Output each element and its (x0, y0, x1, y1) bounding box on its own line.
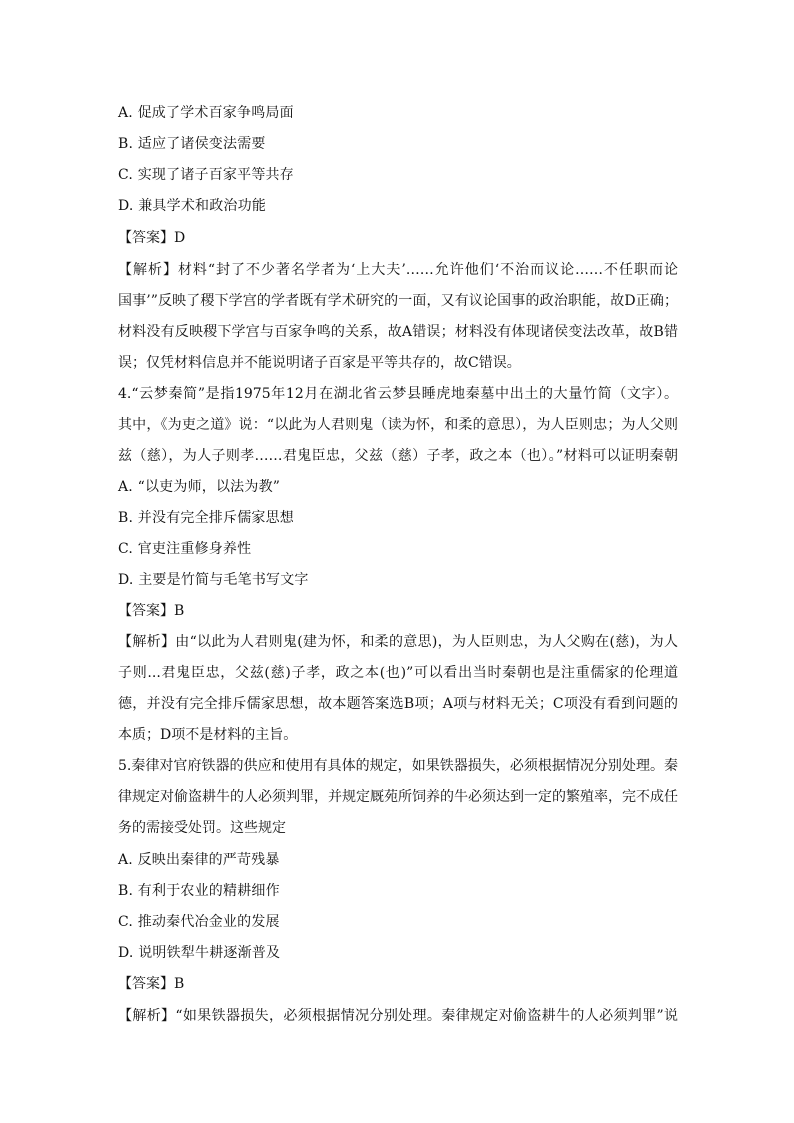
q5-option-d: D. 说明铁犁牛耕逐渐普及 (118, 945, 281, 961)
q4-stem-line: 兹（慈），为人子则孝……君鬼臣忠，父兹（慈）子孝，政之本（也）。”材料可以证明秦朝 (118, 448, 678, 464)
q3-analysis-line: 【解析】材料“封了不少著名学者为‘上大夫’……允许他们‘不治而议论……不任职而论 (118, 262, 678, 278)
q4-option-a: A. “以吏为师，以法为教” (118, 479, 281, 495)
q4-answer: 【答案】B (118, 603, 185, 619)
q5-option-a: A. 反映出秦律的严苛残暴 (118, 852, 280, 868)
q4-analysis-line: 子则...君鬼臣忠，父兹(慈)子孝，政之本(也)”可以看出当时秦朝也是注重儒家的伦理道 (118, 665, 678, 681)
q3-analysis-line: 国事’”反映了稷下学宫的学者既有学术研究的一面，又有议论国事的政治职能，故D正确； (118, 293, 678, 309)
q5-option-b: B. 有利于农业的精耕细作 (118, 883, 280, 899)
q4-analysis-line: 德，并没有完全排斥儒家思想，故本题答案选B项；A项与材料无关；C项没有看到问题的 (118, 696, 678, 712)
q4-stem-line: 其中，《为吏之道》说：“以此为人君则鬼（读为怀，和柔的意思），为人臣则忠；为人父则 (118, 417, 678, 433)
q4-option-b: B. 并没有完全排斥儒家思想 (118, 510, 294, 526)
q5-answer: 【答案】B (118, 976, 185, 992)
q4-option-d: D. 主要是竹简与毛笔书写文字 (118, 572, 309, 588)
q5-stem-line: 5.秦律对官府铁器的供应和使用有具体的规定，如果铁器损失，必须根据情况分别处理。秦 (118, 758, 678, 774)
q3-option-c: C. 实现了诸子百家平等共存 (118, 167, 294, 183)
q5-analysis-line: 【解析】“如果铁器损失，必须根据情况分别处理。秦律规定对偷盗耕牛的人必须判罪”说 (118, 1008, 678, 1024)
q3-option-b: B. 适应了诸侯变法需要 (118, 136, 266, 152)
q5-option-c: C. 推动秦代冶金业的发展 (118, 914, 280, 930)
q4-analysis-line: 【解析】由“以此为人君则鬼(建为怀，和柔的意思)，为人臣则忠，为人父购在(慈)，为人 (118, 634, 678, 650)
q4-stem-line: 4.“云梦秦简”是指1975年12月在湖北省云梦县睡虎地秦墓中出土的大量竹简（文字）。 (118, 386, 678, 402)
q4-analysis-line: 本质；D项不是材料的主旨。 (118, 727, 298, 743)
q3-analysis-line: 误；仅凭材料信息并不能说明诸子百家是平等共存的，故C错误。 (118, 355, 521, 371)
q3-option-a: A. 促成了学术百家争鸣局面 (118, 105, 294, 121)
q3-option-d: D. 兼具学术和政治功能 (118, 198, 267, 214)
q5-stem-line: 律规定对偷盗耕牛的人必须判罪，并规定厩苑所饲养的牛必须达到一定的繁殖率，完不成任 (118, 789, 678, 805)
q3-analysis-line: 材料没有反映稷下学宫与百家争鸣的关系，故A错误；材料没有体现诸侯变法改革，故B错 (118, 324, 678, 340)
q4-option-c: C. 官吏注重修身养性 (118, 541, 252, 557)
q5-stem-line: 务的需接受处罚。这些规定 (118, 820, 286, 836)
q3-answer: 【答案】D (118, 230, 186, 246)
